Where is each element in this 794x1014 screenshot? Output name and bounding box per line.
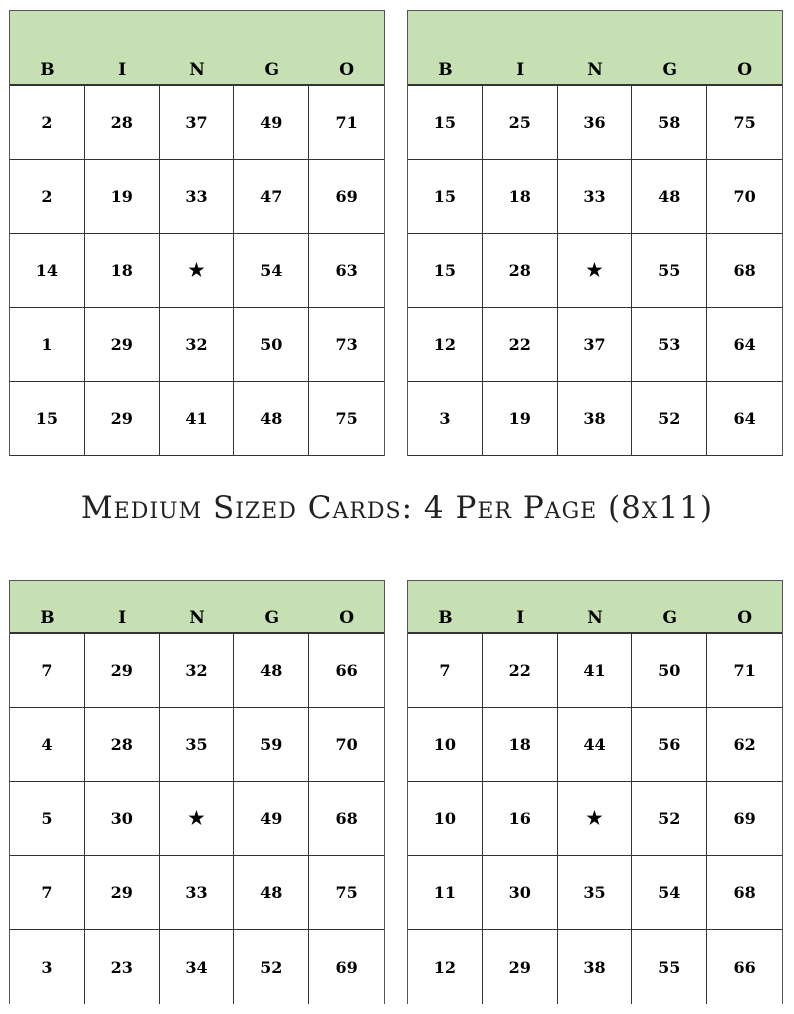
bingo-cell: 32 [160, 308, 235, 382]
column-letter-n: N [587, 608, 603, 628]
bingo-cell: 7 [408, 634, 483, 708]
bingo-cell: 3 [408, 382, 483, 456]
bingo-grid [408, 634, 782, 1004]
bingo-cell: 44 [558, 708, 633, 782]
bingo-cell: 2 [10, 86, 85, 160]
bingo-cell: 52 [632, 382, 707, 456]
bingo-cell: 69 [707, 782, 782, 856]
bingo-cell: 19 [85, 160, 160, 234]
bingo-cell: 58 [632, 86, 707, 160]
bingo-cell: 10 [408, 708, 483, 782]
column-letter-b: B [438, 60, 453, 80]
bingo-cell: 54 [632, 856, 707, 930]
bingo-cell: 68 [309, 782, 384, 856]
bingo-cell: 41 [558, 634, 633, 708]
bingo-cell: 38 [558, 382, 633, 456]
bingo-cell: 73 [309, 308, 384, 382]
bingo-cell: 37 [558, 308, 633, 382]
bingo-cell: 41 [160, 382, 235, 456]
bingo-cell: 14 [10, 234, 85, 308]
bingo-card-1 [9, 10, 385, 456]
bingo-cell: 29 [483, 930, 558, 1004]
bingo-header [10, 10, 384, 86]
bingo-cell: 56 [632, 708, 707, 782]
free-space-star-icon: ★ [558, 234, 633, 308]
bingo-cell: 30 [483, 856, 558, 930]
column-letter-i: I [516, 60, 525, 80]
bingo-cell: 3 [10, 930, 85, 1004]
bingo-cell: 48 [234, 634, 309, 708]
bingo-cell: 70 [309, 708, 384, 782]
bingo-header [408, 580, 782, 634]
bingo-grid [408, 86, 782, 456]
bingo-cell: 62 [707, 708, 782, 782]
bingo-header [10, 580, 384, 634]
column-letter-o: O [737, 608, 752, 628]
bingo-cell: 75 [309, 382, 384, 456]
bingo-cell: 53 [632, 308, 707, 382]
column-letter-b: B [40, 608, 55, 628]
bingo-cell: 18 [483, 160, 558, 234]
bingo-cell: 55 [632, 930, 707, 1004]
bingo-cell: 38 [558, 930, 633, 1004]
bingo-cell: 55 [632, 234, 707, 308]
bingo-cell: 48 [234, 856, 309, 930]
bingo-card-3 [9, 580, 385, 1004]
bingo-header [408, 10, 782, 86]
bingo-card-2 [407, 10, 783, 456]
bingo-cell: 28 [85, 708, 160, 782]
bingo-cell: 15 [10, 382, 85, 456]
bingo-cell: 35 [558, 856, 633, 930]
bingo-cell: 50 [234, 308, 309, 382]
column-letter-g: G [264, 608, 280, 628]
bingo-cell: 29 [85, 382, 160, 456]
column-letter-i: I [118, 608, 127, 628]
bingo-cell: 22 [483, 308, 558, 382]
free-space-star-icon: ★ [160, 782, 235, 856]
bingo-cell: 18 [483, 708, 558, 782]
bingo-cell: 15 [408, 160, 483, 234]
bingo-cell: 22 [483, 634, 558, 708]
bingo-grid [10, 634, 384, 1004]
bingo-cell: 75 [707, 86, 782, 160]
bingo-cell: 49 [234, 782, 309, 856]
bingo-cell: 69 [335, 957, 358, 977]
bingo-cell: 15 [408, 86, 483, 160]
bingo-cell: 64 [707, 382, 782, 456]
bingo-cell: 68 [707, 856, 782, 930]
bingo-cell: 28 [85, 86, 160, 160]
bingo-cell: 33 [160, 856, 235, 930]
bingo-cell: 19 [483, 382, 558, 456]
page-caption: Medium Sized Cards: 4 Per Page (8x11) [80, 490, 714, 526]
bingo-cell: 2 [10, 160, 85, 234]
column-letter-g: G [662, 608, 678, 628]
bingo-cell: 7 [10, 856, 85, 930]
bingo-cell: 34 [160, 930, 235, 1004]
column-letter-g: G [264, 60, 280, 80]
bingo-cell: 29 [85, 634, 160, 708]
column-letter-b: B [40, 60, 55, 80]
bingo-cell: 29 [85, 856, 160, 930]
bingo-cell: 59 [234, 708, 309, 782]
bingo-cell: 11 [408, 856, 483, 930]
bingo-cell: 48 [632, 160, 707, 234]
column-letter-b: B [438, 608, 453, 628]
column-letter-n: N [587, 60, 603, 80]
bingo-cell: 10 [408, 782, 483, 856]
bingo-cell: 69 [309, 160, 384, 234]
bingo-cell: 12 [408, 308, 483, 382]
bingo-grid [10, 86, 384, 456]
bingo-cell: 66 [309, 634, 384, 708]
bingo-cell: 71 [309, 86, 384, 160]
column-letter-i: I [118, 60, 127, 80]
bingo-cell: 35 [160, 708, 235, 782]
column-letter-o: O [339, 608, 354, 628]
bingo-cell: 64 [707, 308, 782, 382]
bingo-cell: 32 [160, 634, 235, 708]
bingo-cell: 18 [85, 234, 160, 308]
bingo-cell: 16 [483, 782, 558, 856]
bingo-cell: 47 [234, 160, 309, 234]
bingo-cell: 54 [234, 234, 309, 308]
free-space-star-icon: ★ [160, 234, 235, 308]
bingo-cell: 71 [707, 634, 782, 708]
bingo-cell: 37 [160, 86, 235, 160]
bingo-cell: 50 [632, 634, 707, 708]
bingo-cell: 25 [483, 86, 558, 160]
bingo-cell: 23 [85, 930, 160, 1004]
column-letter-n: N [189, 608, 205, 628]
bingo-cell: 52 [632, 782, 707, 856]
bingo-cell: 66 [733, 957, 756, 977]
column-letter-o: O [737, 60, 752, 80]
bingo-cell: 1 [10, 308, 85, 382]
bingo-cell: 5 [10, 782, 85, 856]
bingo-cell: 29 [85, 308, 160, 382]
bingo-cell: 48 [234, 382, 309, 456]
bingo-cell: 33 [558, 160, 633, 234]
bingo-cell: 33 [160, 160, 235, 234]
bingo-cell: 12 [408, 930, 483, 1004]
bingo-cell: 63 [309, 234, 384, 308]
column-letter-g: G [662, 60, 678, 80]
bingo-cell: 7 [10, 634, 85, 708]
bingo-cell: 68 [707, 234, 782, 308]
bingo-cell: 49 [234, 86, 309, 160]
bingo-card-4 [407, 580, 783, 1004]
bingo-cell: 70 [707, 160, 782, 234]
bingo-cell: 36 [558, 86, 633, 160]
bingo-cell: 52 [234, 930, 309, 1004]
column-letter-n: N [189, 60, 205, 80]
column-letter-i: I [516, 608, 525, 628]
column-letter-o: O [339, 60, 354, 80]
bingo-cell: 30 [85, 782, 160, 856]
bingo-cell: 15 [408, 234, 483, 308]
bingo-cell: 4 [10, 708, 85, 782]
bingo-cell: 75 [309, 856, 384, 930]
bingo-cell: 28 [483, 234, 558, 308]
free-space-star-icon: ★ [558, 782, 633, 856]
